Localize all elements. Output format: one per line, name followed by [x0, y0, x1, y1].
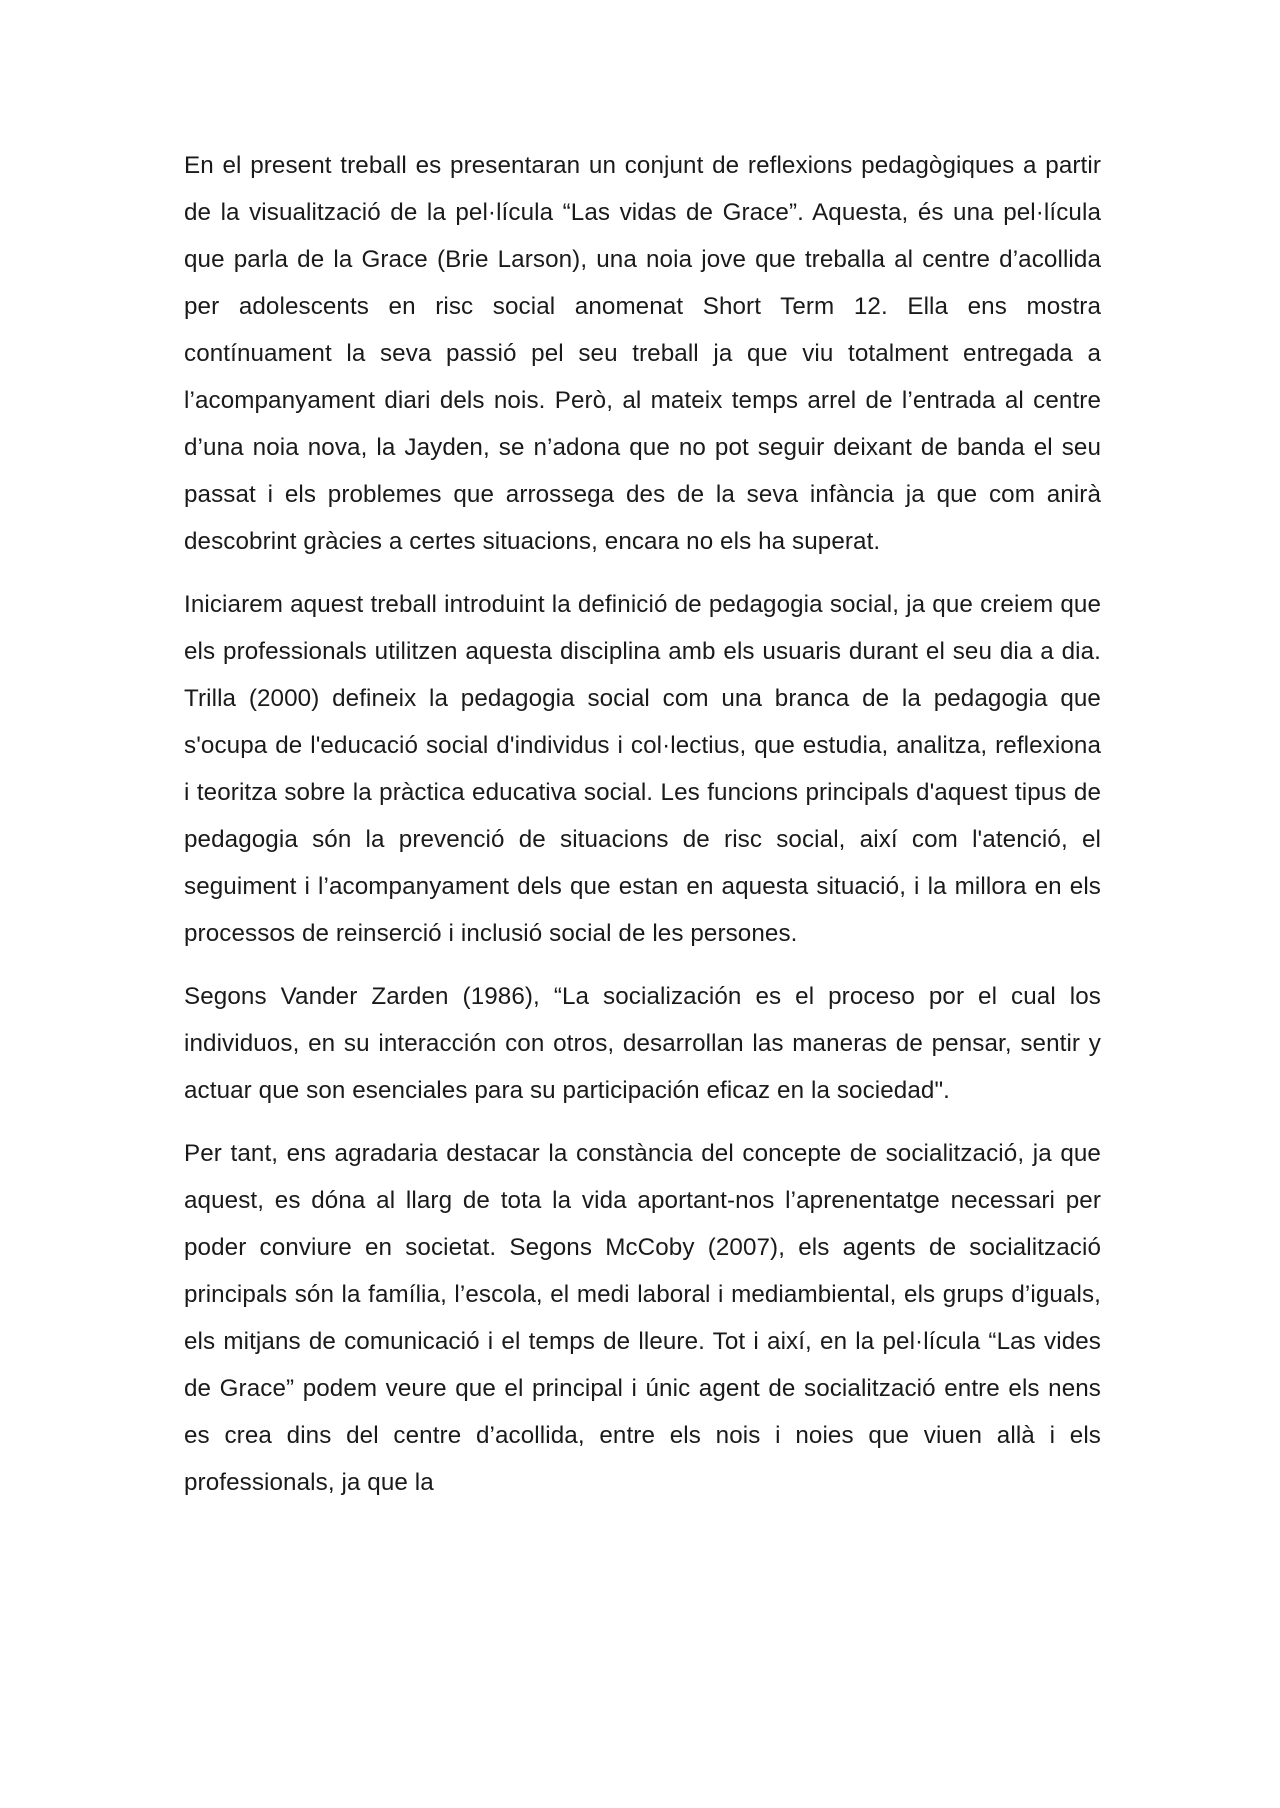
- paragraph-introduction: En el present treball es presentaran un conjunt de reflexions pedagògiques a partir de la visualització de la pel·lícula “Las vidas de Grace”. Aquesta, és una pel·lícula que parla de la Grace (Brie Larson), una noia jove que treballa al centre d’acollida per adolescents en risc social anomenat Short Term 12. Ella ens mostra contínuament la seva passió pel seu treball ja que viu totalment entregada a l’acompanyament diari dels nois. Però, al mateix temps arrel de l’entrada al centre d’una noia nova, la Jayden, se n’adona que no pot seguir deixant de banda el seu passat i els problemes que arrossega des de la seva infància ja que com anirà descobrint gràcies a certes situacions, encara no els ha superat.: [184, 152, 1101, 555]
- body-text: [184, 142, 1101, 1522]
- paragraph-social-pedagogy: Iniciarem aquest treball introduint la definició de pedagogia social, ja que creiem que els professionals utilitzen aquesta disciplina amb els usuaris durant el seu dia a dia. Trilla (2000) defineix la pedagogia social com una branca de la pedagogia que s'ocupa de l'educació social d'individus i col·lectius, que estudia, analitza, reflexiona i teoritza sobre la pràctica educativa social. Les funcions principals d'aquest tipus de pedagogia són la prevenció de situacions de risc social, així com l'atenció, el seguiment i l’acompanyament dels que estan en aquesta situació, i la millora en els processos de reinserció i inclusió social de les persones.: [184, 591, 1101, 947]
- paragraph-socialization-agents: Per tant, ens agradaria destacar la constància del concepte de socialització, ja que aquest, es dóna al llarg de tota la vida aportant-nos l’aprenentatge necessari per poder conviure en societat. Segons McCoby (2007), els agents de socialització principals són la família, l’escola, el medi laboral i mediambiental, els grups d’iguals, els mitjans de comunicació i el temps de lleure. Tot i així, en la pel·lícula “Las vides de Grace” podem veure que el principal i únic agent de socialització entre els nens es crea dins del centre d’acollida, entre els nois i noies que viuen allà i els professionals, ja que la: [184, 1140, 1101, 1496]
- paragraph-socialization-quote: Segons Vander Zarden (1986), “La socialización es el proceso por el cual los individuos, en su interacción con otros, desarrollan las maneras de pensar, sentir y actuar que son esenciales para su participación eficaz en la sociedad".: [184, 983, 1101, 1104]
